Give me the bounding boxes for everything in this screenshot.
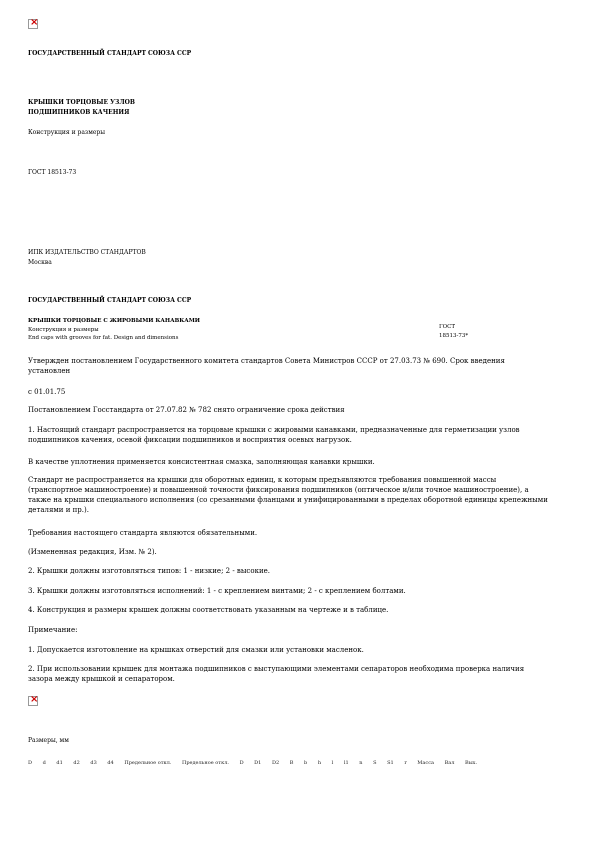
table-header-cell: Предельное откл.	[181, 760, 229, 766]
paragraph-exclusions: Стандарт не распространяется на крышки для оборотных единиц, к которым предъявляются требования повышенной массы (транспортное машиностроение) и повышенной точности фиксирования подшипников (оптическое и/или точное машиностроение), а также на крышки специального исполнения (со срезанными фланцами и унифицированными в пределах оборотной единицы крепежными деталями и пр.).	[28, 476, 548, 514]
table-header-cell: Масса	[417, 760, 434, 766]
table-header-cell: d3	[90, 760, 97, 766]
table-header-cell: n	[359, 760, 363, 766]
standard-title: КРЫШКИ ТОРЦОВЫЕ С ЖИРОВЫМИ КАНАВКАМИ	[28, 318, 200, 324]
cover-org: ГОСУДАРСТВЕННЫЙ СТАНДАРТ СОЮЗА ССР	[28, 50, 192, 57]
cover-city: Москва	[28, 259, 52, 266]
table-header-cell: l1	[343, 760, 349, 766]
table-header-cell: D	[28, 760, 33, 766]
table-header-cell: d	[42, 760, 46, 766]
cover-title-line1: КРЫШКИ ТОРЦОВЫЕ УЗЛОВ	[28, 99, 135, 106]
note-1: 1. Допускается изготовление на крышках отверстий для смазки или установки масленок.	[28, 646, 364, 654]
table-header-cell: D2	[271, 760, 280, 766]
table-header-cell: l	[331, 760, 334, 766]
cover-code: ГОСТ 18513-73	[28, 169, 77, 176]
table-header-cell: d2	[73, 760, 80, 766]
paragraph-mandatory: Требования настоящего стандарта являются обязательными.	[28, 529, 258, 537]
broken-image-icon	[28, 696, 38, 706]
table-header-cell: S1	[387, 760, 394, 766]
paragraph-dimensions: 4. Конструкция и размеры крышек должны соответствовать указанным на чертеже и в таблице.	[28, 606, 389, 614]
paragraph-revision: (Измененная редакция, Изм. № 2).	[28, 548, 157, 556]
cover-subtitle: Конструкция и размеры	[28, 129, 106, 136]
cover-publisher: ИПК ИЗДАТЕЛЬСТВО СТАНДАРТОВ	[28, 249, 146, 256]
standard-code-label: ГОСТ	[439, 324, 456, 330]
paragraph-seal: В качестве уплотнения применяется консистентная смазка, заполняющая канавки крышки.	[28, 458, 375, 466]
approval-text: Утвержден постановлением Государственного комитета стандартов Совета Министров СССР от 27.03.73 № 690. Срок введения установлен	[28, 357, 505, 375]
table-header-cell: b	[304, 760, 308, 766]
table-header-cell: h	[317, 760, 322, 766]
table-header-cell: Вал	[444, 760, 455, 766]
table-header-cell: D	[239, 760, 244, 766]
table-header-cell: B	[289, 760, 294, 766]
paragraph-versions: 3. Крышки должны изготовляться исполнений: 1 - с креплением винтами; 2 - с креплением болтами.	[28, 587, 406, 595]
dimensions-label: Размеры, мм	[28, 737, 69, 744]
paragraph-types: 2. Крышки должны изготовляться типов: 1 - низкие; 2 - высокие.	[28, 567, 270, 575]
table-header-cell: Вых.	[465, 760, 478, 766]
table-header-cell: d1	[56, 760, 63, 766]
standard-code-value: 18513-73*	[439, 333, 469, 339]
table-header-cell: S	[373, 760, 377, 766]
table-header-cell: r	[404, 760, 407, 766]
effective-date: с 01.01.75	[28, 388, 66, 396]
note-label: Примечание:	[28, 626, 78, 634]
decree-text: Постановлением Госстандарта от 27.07.82 № 782 снято ограничение срока действия	[28, 406, 345, 414]
broken-image-icon	[28, 19, 38, 29]
standard-subtitle-ru: Конструкция и размеры	[28, 327, 99, 333]
standard-org: ГОСУДАРСТВЕННЫЙ СТАНДАРТ СОЮЗА ССР	[28, 297, 192, 304]
cover-title-line2: ПОДШИПНИКОВ КАЧЕНИЯ	[28, 109, 130, 116]
standard-subtitle-en: End caps with grooves for fat. Design and dimensions	[28, 335, 179, 341]
table-header-row	[28, 758, 478, 768]
note-2: 2. При использовании крышек для монтажа подшипников с выступающими элементами сепараторов необходима проверка наличия зазора между крышкой и сепаратором.	[28, 665, 525, 683]
table-header-cell: d4	[107, 760, 114, 766]
table-header-cell: D1	[254, 760, 262, 766]
paragraph-scope: 1. Настоящий стандарт распространяется на торцовые крышки с жировыми канавками, предназначенные для герметизации узлов подшипников качения, осевой фиксации подшипников и восприятия осевых нагрузок.	[28, 426, 520, 444]
table-header-cell: Предельное откл.	[124, 760, 172, 766]
